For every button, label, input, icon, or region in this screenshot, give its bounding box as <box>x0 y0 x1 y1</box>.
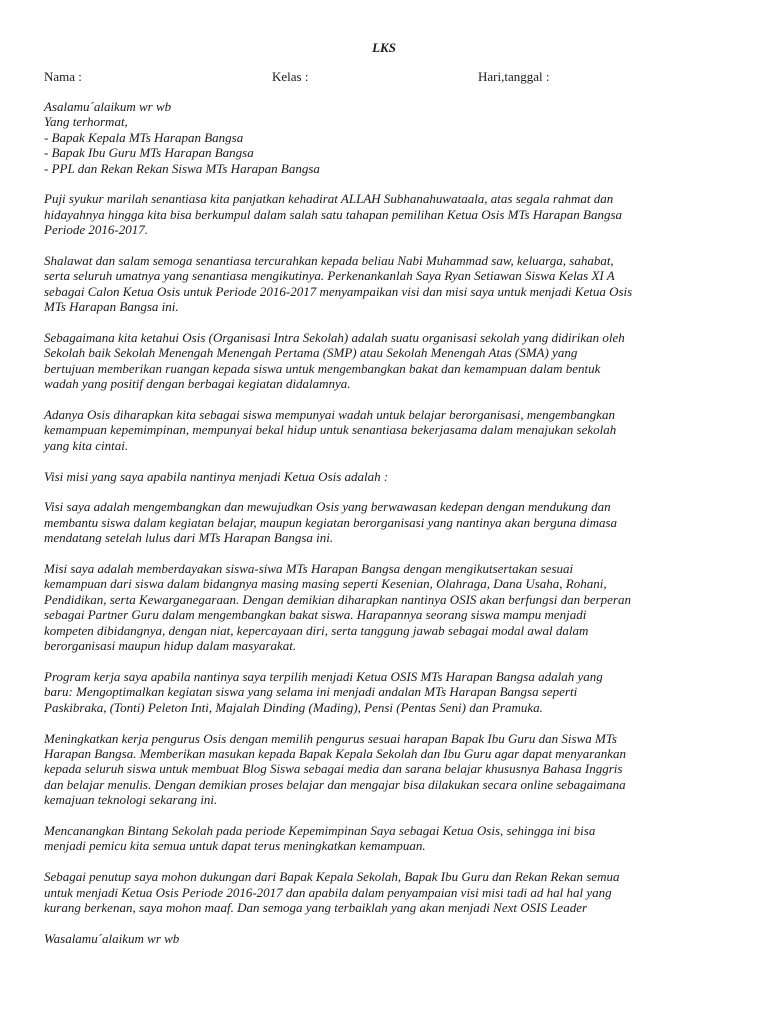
text-line: Shalawat dan salam semoga senantiasa tercurahkan kepada beliau Nabi Muhammad saw, keluarga, sahabat, <box>44 253 614 269</box>
paragraph <box>44 499 724 545</box>
paragraph <box>44 99 724 176</box>
text-line: Periode 2016-2017. <box>44 222 148 238</box>
text-line: Pendidikan, serta Kewarganegaraan. Dengan demikian diharapkan nantinya OSIS akan berfungsi dan berperan <box>44 591 631 607</box>
text-line: Asalamu´alaikum wr wb <box>44 99 172 114</box>
paragraph <box>44 731 724 808</box>
text-line: sebagai Partner Guru dalam mengembangkan bakat siswa. Harapannya seorang siswa mampu menjadi <box>44 607 587 623</box>
text-line: serta seluruh umatnya yang senantiasa mengikutinya. Perkenankanlah Saya Ryan Setiawan Siswa Kelas XI A <box>44 268 615 284</box>
paragraph <box>44 931 724 946</box>
text-line: kepada seluruh siswa untuk membuat Blog Siswa sebagai media dan sarana belajar khususnya Bahasa Inggris <box>44 761 623 777</box>
text-line: Sebagaimana kita ketahui Osis (Organisasi Intra Sekolah) adalah suatu organisasi sekolah yang didirikan oleh <box>44 330 625 346</box>
text-line: bertujuan memberikan ruangan kepada siswa untuk mengembangkan bakat dan kemampuan dalam bentuk <box>44 360 601 376</box>
paragraph <box>44 869 724 915</box>
text-line: Adanya Osis diharapkan kita sebagai siswa mempunyai wadah untuk belajar berorganisasi, mengembangkan <box>44 407 615 423</box>
text-line: - Bapak Kepala MTs Harapan Bangsa <box>44 129 244 145</box>
text-line: - PPL dan Rekan Rekan Siswa MTs Harapan Bangsa <box>44 160 320 176</box>
text-line: Paskibraka, (Tonti) Peleton Inti, Majalah Dinding (Mading), Pensi (Pentas Seni) dan Pramuka. <box>44 699 543 715</box>
paragraph <box>44 669 724 715</box>
text-line: menjadi pemicu kita semua untuk dapat terus meningkatkan kemampuan. <box>44 838 426 854</box>
text-line: Sebagai penutup saya mohon dukungan dari Bapak Kepala Sekolah, Bapak Ibu Guru dan Rekan Rekan semua <box>44 869 620 885</box>
text-line: Meningkatkan kerja pengurus Osis dengan memilih pengurus sesuai harapan Bapak Ibu Guru dan Siswa MTs <box>44 730 617 746</box>
text-line: untuk menjadi Ketua Osis Periode 2016-2017 dan apabila dalam penyampaian visi misi tadi ad hal hal yang <box>44 884 612 900</box>
paragraph <box>44 407 724 453</box>
text-line: Yang terhormat, <box>44 114 128 130</box>
text-line: membantu siswa dalam kegiatan belajar, maupun kegiatan berorganisasi yang nantinya akan berguna dimasa <box>44 514 618 530</box>
text-line: Visi misi yang saya apabila nantinya menjadi Ketua Osis adalah : <box>44 468 389 484</box>
paragraph <box>44 191 724 237</box>
text-line: Program kerja saya apabila nantinya saya terpilih menjadi Ketua OSIS MTs Harapan Bangsa adalah yang <box>44 668 603 684</box>
paragraph <box>44 561 724 653</box>
document-title: LKS <box>372 40 396 55</box>
text-line: kompeten dibidangnya, dengan niat, kepercayaan diri, serta tanggung jawab sebagai modal awal dalam <box>44 622 589 638</box>
letter-body <box>44 99 724 962</box>
text-line: Harapan Bangsa. Memberikan masukan kepada Bapak Kepala Sekolah dan Ibu Guru agar dapat menyarankan <box>44 745 627 761</box>
text-line: sebagai Calon Ketua Osis untuk Periode 2016-2017 menyampaikan visi dan misi saya untuk menjadi Ketua Osis <box>44 283 633 299</box>
text-line: Mencanangkan Bintang Sekolah pada periode Kepemimpinan Saya sebagai Ketua Osis, sehingga ini bisa <box>44 822 596 838</box>
text-line: baru: Mengoptimalkan kegiatan siswa yang selama ini menjadi andalan MTs Harapan Bangsa seperti <box>44 684 578 700</box>
text-line: Wasalamu´alaikum wr wb <box>44 930 180 946</box>
text-line: - Bapak Ibu Guru MTs Harapan Bangsa <box>44 145 254 161</box>
text-line: mendatang setelah lulus dari MTs Harapan Bangsa ini. <box>44 530 334 546</box>
text-line: Visi saya adalah mengembangkan dan mewujudkan Osis yang berwawasan kedepan dengan mendukung dan <box>44 499 611 515</box>
text-line: Sekolah baik Sekolah Menengah Menengah Pertama (SMP) atau Sekolah Menengah Atas (SMA) yang <box>44 345 578 361</box>
text-line: dan belajar menulis. Dengan demikian proses belajar dan mengajar bisa dilakukan secara online sebagaimana <box>44 776 626 792</box>
text-line: Puji syukur marilah senantiasa kita panjatkan kehadirat ALLAH Subhanahuwataala, atas segala rahmat dan <box>44 191 614 207</box>
text-line: wadah yang positif dengan berbagai kegiatan didalamnya. <box>44 376 351 392</box>
paragraph <box>44 469 724 484</box>
text-line: hidayahnya hingga kita bisa berkumpul dalam salah satu tahapan pemilihan Ketua Osis MTs Harapan Bangsa <box>44 206 623 222</box>
text-line: kemampuan kepemimpinan, mempunyai bekal hidup untuk senantiasa bekerjasama dalam menajukan sekolah <box>44 422 617 438</box>
text-line: Misi saya adalah memberdayakan siswa-siwa MTs Harapan Bangsa dengan mengikutsertakan sesuai <box>44 561 574 577</box>
text-line: kemajuan teknologi sekarang ini. <box>44 792 218 808</box>
kelas-field-label: Kelas : <box>272 69 309 84</box>
nama-field-label: Nama : <box>44 69 82 84</box>
paragraph <box>44 253 724 315</box>
text-line: kurang berkenan, saya mohon maaf. Dan semoga yang terbaiklah yang akan menjadi Next OSIS Leader <box>44 899 588 915</box>
text-line: MTs Harapan Bangsa ini. <box>44 299 179 315</box>
text-line: kemampuan dari siswa dalam bidangnya masing masing seperti Kesenian, Olahraga, Dana Usaha, Rohani, <box>44 576 607 592</box>
hari-tanggal-field-label: Hari,tanggal : <box>478 69 550 84</box>
paragraph <box>44 823 724 854</box>
paragraph <box>44 330 724 392</box>
text-line: yang kita cintai. <box>44 437 129 453</box>
text-line: berorganisasi maupun hidup dalam masyarakat. <box>44 638 297 654</box>
